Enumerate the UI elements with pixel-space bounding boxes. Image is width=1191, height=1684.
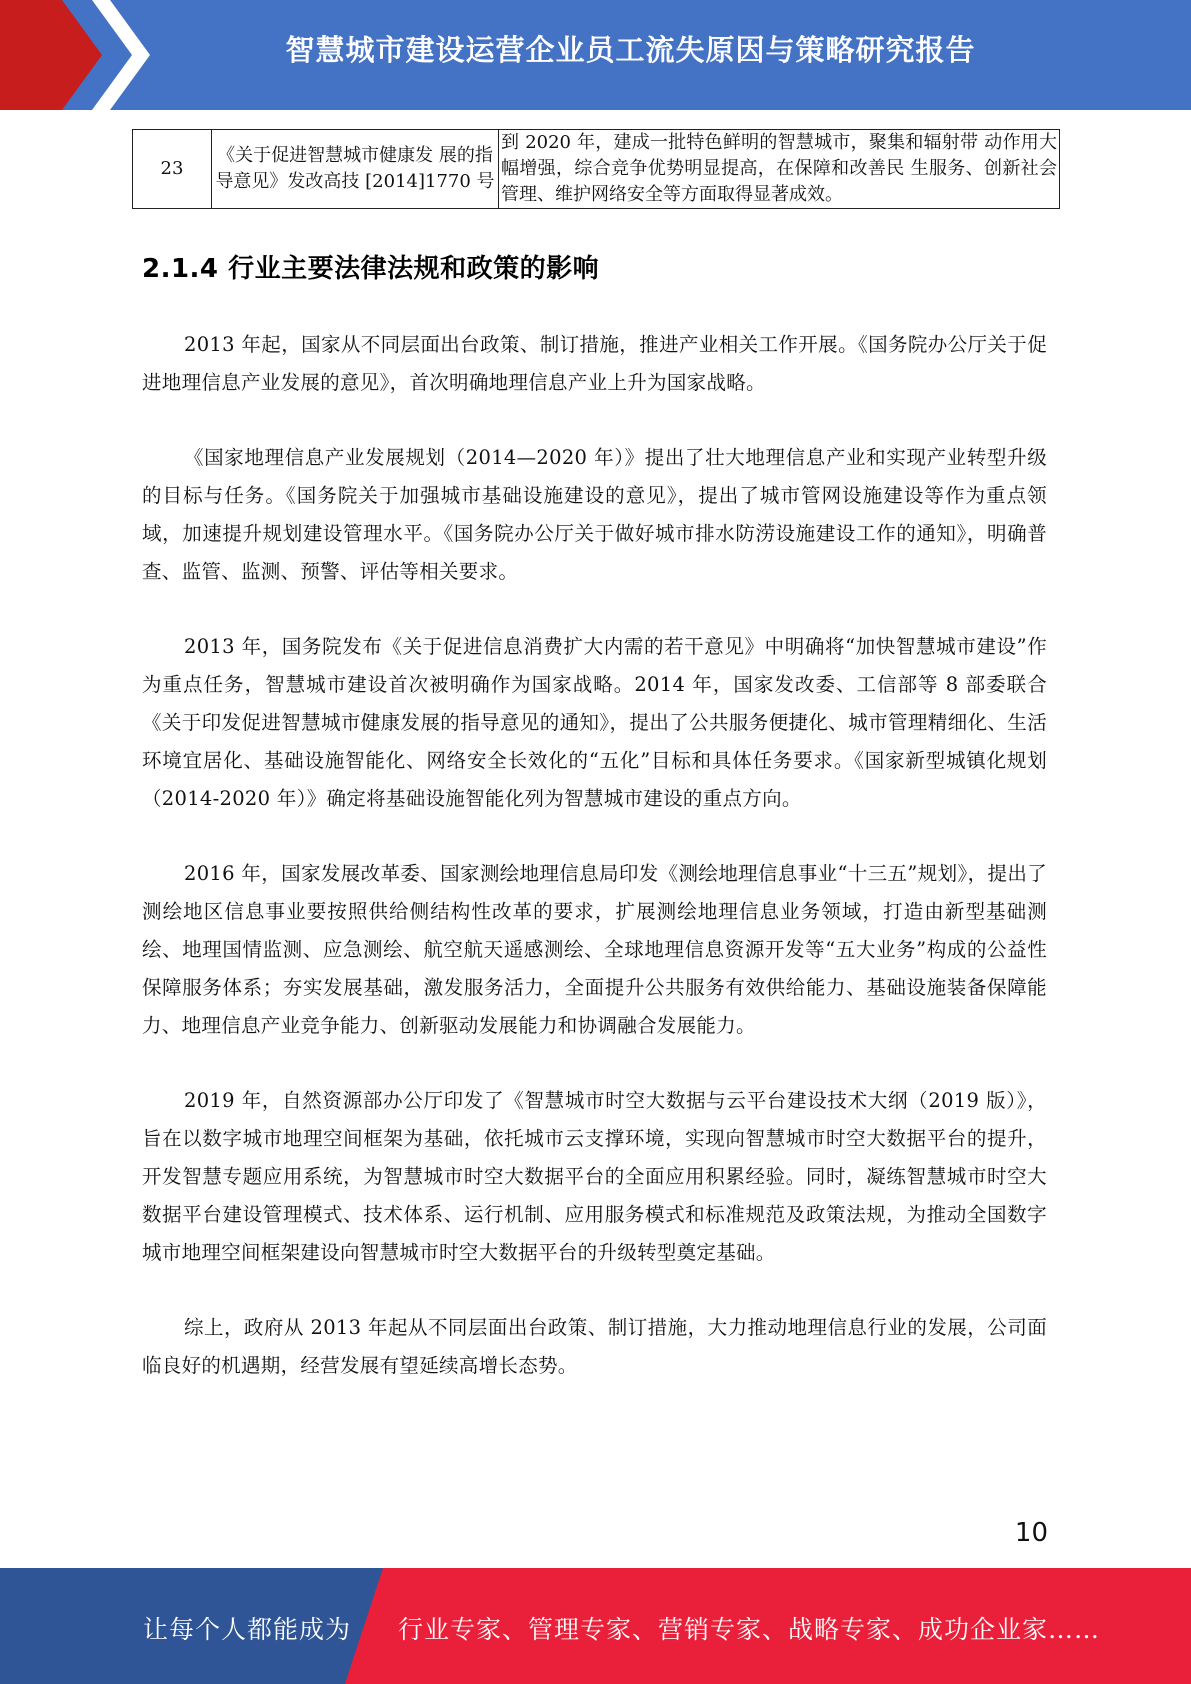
paragraph: 2019 年，自然资源部办公厅印发了《智慧城市时空大数据与云平台建设技术大纲（2019 版）》，旨在以数字城市地理空间框架为基础，依托城市云支撑环境，实现向智慧城市时空大数据平台的提升，开发智慧专题应用系统，为智慧城市时空大数据平台的全面应用积累经验。同时，凝练智慧城市时空大数据平台建设管理模式、技术体系、运行机制、应用服务模式和标准规范及政策法规，为推动全国数字城市地理空间框架建设向智慧城市时空大数据平台的升级转型奠定基础。 xyxy=(142,1089,1047,1264)
section-heading: 2.1.4 行业主要法律法规和政策的影响 xyxy=(142,254,600,284)
paragraph: 综上，政府从 2013 年起从不同层面出台政策、制订措施，大力推动地理信息行业的发展，公司面临良好的机遇期，经营发展有望延续高增长态势。 xyxy=(142,1316,1047,1377)
section-body xyxy=(142,326,1047,1422)
policy-table xyxy=(132,129,1060,209)
paragraph: 2013 年，国务院发布《关于促进信息消费扩大内需的若干意见》中明确将“加快智慧城市建设”作为重点任务，智慧城市建设首次被明确作为国家战略。2014 年，国家发改委、工信部等 8 部委联合《关于印发促进智慧城市健康发展的指导意见的通知》，提出了公共服务便捷化、城市管理精细化、生活环境宜居化、基础设施智能化、网络安全长效化的“五化”目标和具体任务要求。《国家新型城镇化规划（2014-2020 年）》确定将基础设施智能化列为智慧城市建设的重点方向。 xyxy=(142,635,1047,810)
footer-slogan-left: 让每个人都能成为 xyxy=(143,1615,352,1644)
row-number-cell: 23 xyxy=(133,130,212,209)
paragraph: 《国家地理信息产业发展规划（2014—2020 年）》提出了壮大地理信息产业和实现产业转型升级的目标与任务。《国务院关于加强城市基础设施建设的意见》，提出了城市管网设施建设等作为重点领域，加速提升规划建设管理水平。《国务院办公厅关于做好城市排水防涝设施建设工作的通知》，明确普查、监管、监测、预警、评估等相关要求。 xyxy=(142,446,1047,583)
page-header xyxy=(0,0,1191,110)
page-number: 10 xyxy=(1014,1518,1048,1548)
table-row xyxy=(133,130,1060,209)
page-footer xyxy=(0,1568,1191,1684)
policy-name-cell: 《关于促进智慧城市健康发 展的指导意见》发改高技 [2014]1770 号 xyxy=(212,130,499,209)
policy-content-cell: 到 2020 年，建成一批特色鲜明的智慧城市，聚集和辐射带 动作用大幅增强，综合竞争优势明显提高，在保障和改善民 生服务、创新社会管理、维护网络安全等方面取得显著成效。 xyxy=(499,130,1060,209)
paragraph: 2013 年起，国家从不同层面出台政策、制订措施，推进产业相关工作开展。《国务院办公厅关于促进地理信息产业发展的意见》，首次明确地理信息产业上升为国家战略。 xyxy=(142,333,1047,394)
paragraph: 2016 年，国家发展改革委、国家测绘地理信息局印发《测绘地理信息事业“十三五”规划》，提出了测绘地区信息事业要按照供给侧结构性改革的要求，扩展测绘地理信息业务领域，打造由新型基础测绘、地理国情监测、应急测绘、航空航天遥感测绘、全球地理信息资源开发等“五大业务”构成的公益性保障服务体系；夯实发展基础，激发服务活力，全面提升公共服务有效供给能力、基础设施装备保障能力、地理信息产业竞争能力、创新驱动发展能力和协调融合发展能力。 xyxy=(142,862,1047,1037)
footer-slogan-right: 行业专家、管理专家、营销专家、战略专家、成功企业家…… xyxy=(398,1615,1101,1644)
report-title: 智慧城市建设运营企业员工流失原因与策略研究报告 xyxy=(285,33,976,67)
